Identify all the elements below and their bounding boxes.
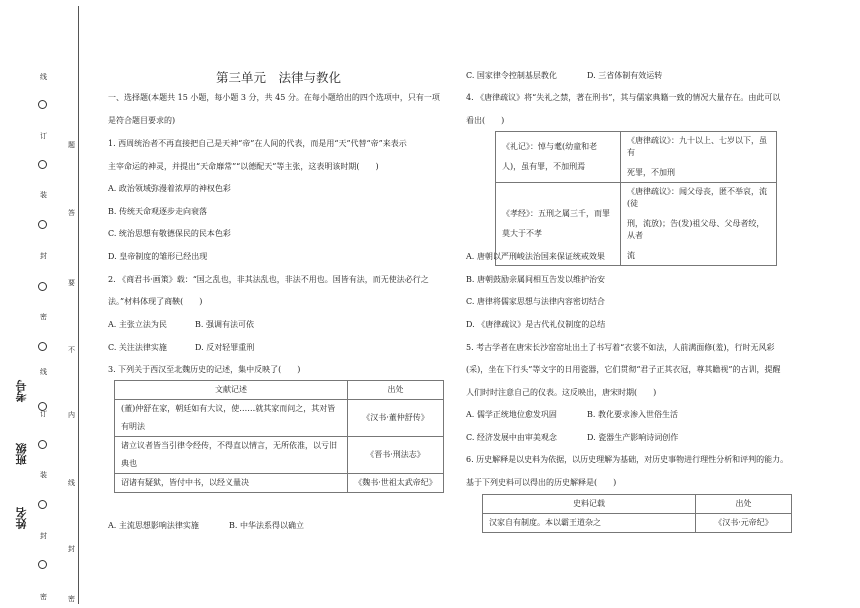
q1-option-b[interactable]: B. 传统天命观逐步走向衰落 (108, 207, 207, 216)
exam-number-label: 考号 (15, 380, 28, 402)
no-answer-zone-char: 题 (68, 141, 75, 149)
table-row (115, 400, 444, 437)
no-answer-zone-char: 不 (68, 346, 75, 354)
table-cell: 《汉书·董仲舒传》 (348, 400, 444, 437)
binding-mark-char: 密 (40, 313, 47, 321)
binding-mark-char: 密 (40, 593, 47, 601)
q3-option-d[interactable]: D. 三省体制有效运转 (587, 71, 663, 80)
page-title: 第三单元 法律与教化 (216, 70, 342, 85)
q4-table (495, 131, 777, 266)
table-cell: (董)仲舒在家，朝廷如有大议，使……就其家而问之，其对皆 有明法 (115, 400, 348, 437)
q2-stem-line1: 2. 《商君书·画策》载：“国之乱也，非其法乱也，非法不用也。国皆有法，而无使法必行之 (108, 275, 429, 284)
table-cell: 《礼记》：悼与耄(幼童和老 人)，虽有罪，不加刑焉 (496, 132, 621, 183)
q3-option-b[interactable]: B. 中华法系得以确立 (229, 521, 304, 530)
binding-hole-circle (38, 160, 47, 169)
binding-hole-circle (38, 402, 47, 411)
class-label: 班级 (15, 443, 28, 465)
table-header: 出处 (696, 495, 792, 514)
no-answer-zone-char: 内 (68, 411, 75, 419)
table-header: 史料记载 (483, 495, 696, 514)
binding-line (78, 6, 79, 604)
q2-option-c[interactable]: C. 关注法律实施 (108, 343, 167, 352)
binding-mark-char: 装 (40, 471, 47, 479)
no-answer-zone-char: 封 (68, 545, 75, 553)
q3-option-c[interactable]: C. 国家律令控制基层教化 (466, 71, 557, 80)
binding-mark-char: 线 (40, 73, 47, 81)
q4-option-c[interactable]: C. 唐律将儒家思想与法律内容密切结合 (466, 297, 605, 306)
name-label: 姓名 (15, 507, 28, 529)
q1-option-a[interactable]: A. 政治领域弥漫着浓厚的神权色彩 (108, 184, 231, 193)
binding-mark-char: 装 (40, 191, 47, 199)
q2-option-b[interactable]: B. 强调有法可依 (195, 320, 254, 329)
table-header: 出处 (348, 381, 444, 400)
binding-hole-circle (38, 560, 47, 569)
binding-hole-circle (38, 342, 47, 351)
section-instructions-line1: 一、选择题(本题共 15 小题，每小题 3 分，共 45 分。在每小题给出的四个选项中，只有一项 (108, 93, 440, 102)
table-header-row (115, 381, 444, 400)
q1-stem-line2: 主宰命运的神灵，并提出“天命靡常”“以德配天”等主张，这表明该时期( ) (108, 162, 379, 171)
q6-stem-line1: 6. 历史解释是以史料为依据，以历史理解为基础，对历史事物进行理性分析和评判的能力。 (466, 455, 789, 464)
q4-option-a[interactable]: A. 唐朝以严刑峻法治国来保证统戒效果 (466, 252, 605, 261)
binding-mark-char: 订 (40, 132, 47, 140)
q2-option-d[interactable]: D. 反对轻罪重刑 (195, 343, 255, 352)
q2-option-a[interactable]: A. 主张立法为民 (108, 320, 167, 329)
table-cell: 《汉书·元帝纪》 (696, 514, 792, 533)
q4-stem-line1: 4. 《唐律疏议》将“失礼之禁，著在刑书”，其与儒家典籍一致的情况大量存在。由此可以 (466, 93, 781, 102)
q6-table (482, 494, 792, 533)
q5-option-b[interactable]: B. 教化要求渗入世俗生活 (587, 410, 678, 419)
binding-mark-char: 订 (40, 410, 47, 418)
table-cell: 汉家自有制度。本以霸王道杂之 (483, 514, 696, 533)
binding-hole-circle (38, 220, 47, 229)
section-instructions-line2: 是符合题目要求的) (108, 116, 176, 125)
binding-mark-char: 封 (40, 252, 47, 260)
table-cell: 诸立议者皆当引律令经传，不得直以情言，无所依准，以亏旧 典也 (115, 437, 348, 474)
q6-stem-line2: 基于下列史料可以得出的历史解释是( ) (466, 478, 617, 487)
q4-option-d[interactable]: D. 《唐律疏议》是古代礼仪制度的总结 (466, 320, 606, 329)
binding-mark-char: 封 (40, 532, 47, 540)
q5-option-a[interactable]: A. 儒学正统地位愈发巩固 (466, 410, 557, 419)
table-cell: 《唐律疏议》：闻父母丧，匿不举哀，流(徒 刑，流放)；告(发)祖父母、父母者绞，从者 流 (621, 183, 777, 266)
no-answer-zone-char: 线 (68, 479, 75, 487)
binding-hole-circle (38, 282, 47, 291)
q3-option-a[interactable]: A. 主流思想影响法律实施 (108, 521, 199, 530)
table-row (115, 437, 444, 474)
no-answer-zone-char: 答 (68, 209, 75, 217)
table-row (115, 474, 444, 493)
q5-option-d[interactable]: D. 瓷器生产影响诗词创作 (587, 433, 679, 442)
q4-option-b[interactable]: B. 唐朝鼓励亲属间相互告发以维护治安 (466, 275, 605, 284)
table-header: 文献记述 (115, 381, 348, 400)
q1-stem-line1: 1. 西周统治者不再直接把自己是天神“帝”在人间的代表，而是用“天”代替“帝”来表示 (108, 139, 407, 148)
binding-hole-circle (38, 440, 47, 449)
q5-option-c[interactable]: C. 经济发展中由审美观念 (466, 433, 557, 442)
q3-stem: 3. 下列关于西汉至北魏历史的记述，集中反映了( ) (108, 365, 301, 374)
table-row (496, 132, 777, 183)
q1-option-c[interactable]: C. 统治思想有敬德保民的民本色彩 (108, 229, 231, 238)
q2-stem-line2: 法。”材料体现了商鞅( ) (108, 297, 203, 306)
table-cell: 《晋书·刑法志》 (348, 437, 444, 474)
q4-stem-line2: 看出( ) (466, 116, 505, 125)
q5-stem-line1: 5. 考古学者在唐宋长沙窑窑址出土了书写着“衣裳不如法，人前满面修(羞)，行时无风彩 (466, 343, 775, 352)
table-cell: 诏诸有疑狱，皆付中书，以经义量决 (115, 474, 348, 493)
binding-hole-circle (38, 100, 47, 109)
q5-stem-line2: (采)，坐在下行头”等文字的日用瓷器，它们贯彻“君子正其衣冠，尊其瞻视”的古训，提醒 (466, 365, 781, 374)
table-cell: 《孝经》：五刑之属三千，而罪 莫大于不孝 (496, 183, 621, 266)
table-cell: 《魏书·世祖太武帝纪》 (348, 474, 444, 493)
q3-table (114, 380, 444, 493)
no-answer-zone-char: 要 (68, 279, 75, 287)
table-header-row (483, 495, 792, 514)
q5-stem-line3: 人们时时注意自己的仪表。这反映出，唐宋时期( ) (466, 388, 657, 397)
no-answer-zone-char: 密 (68, 595, 75, 603)
table-row (483, 514, 792, 533)
q1-option-d[interactable]: D. 皇帝制度的雏形已经出现 (108, 252, 208, 261)
binding-hole-circle (38, 500, 47, 509)
binding-mark-char: 线 (40, 368, 47, 376)
table-cell: 《唐律疏议》：九十以上、七岁以下，虽有 死罪，不加刑 (621, 132, 777, 183)
